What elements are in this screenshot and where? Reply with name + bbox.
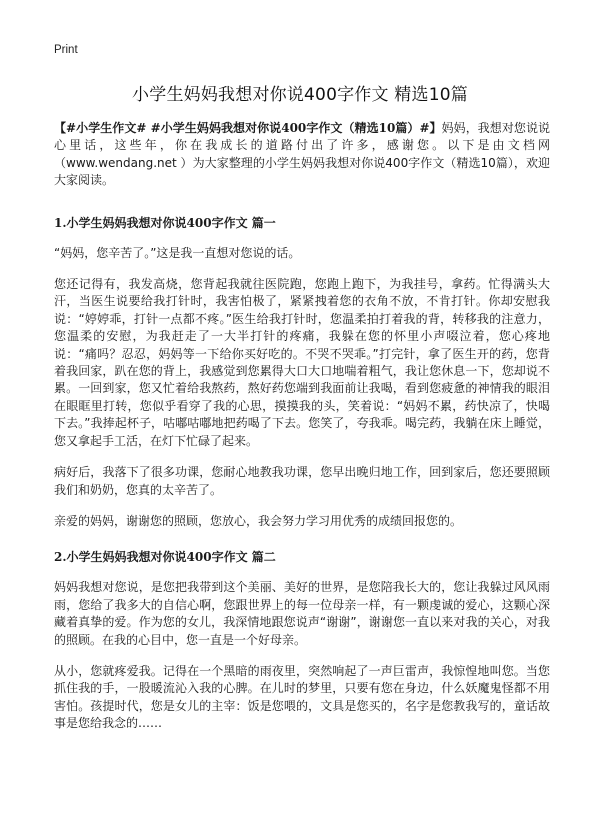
paragraph: 您还记得有，我发高烧，您背起我就往医院跑，您跑上跑下，为我挂号，拿药。忙得满头大汗，当医生说要给我打针时，我害怕极了，紧紧拽着您的衣角不放，不肯打针。你却安慰我说：“婷婷乖，打针一点都不疼。”医生给我打针时，您温柔拍打着我的背，转移我的注意力，您温柔的安慰，为我赶走了一大半打针的疼痛，我躲在您的怀里小声啜泣着，您心疼地说：“痛吗？忍忍，妈妈等一下给你买好吃的。不哭不哭乖。”打完针，拿了医生开的药，您背着我回家，趴在您的背上，我感觉到您累得大口大口地喘着粗气，我让您休息一下，您却说不累。一回到家，您又忙着给我熬药，熬好药您端到我面前让我喝，看到您疲惫的神情我的眼泪在眼眶里打转，您似乎看穿了我的心思，摸摸我的头，笑着说：“妈妈不累，药快凉了，快喝下去。”我捧起杯子，咕嘟咕嘟地把药喝了下去。您笑了，夸我乖。喝完药，我躺在床上睡觉，您又拿起手工活，在灯下忙碌了起来。 (54, 277, 550, 448)
print-link[interactable]: Print (54, 44, 78, 56)
paragraph: 病好后，我落下了很多功课，您耐心地教我功课，您早出晚归地工作，回到家后，您还要照顾我们和奶奶，您真的太辛苦了。 (54, 465, 550, 497)
section-1-heading: 1.小学生妈妈我想对你说400字作文 篇一 (54, 215, 276, 230)
intro-text: 妈妈，我想对您说说心里话，这些年，你在我成长的道路付出了许多，感谢您。以下是由文档网（www.wendang.net ）为大家整理的小学生妈妈我想对你说400字作文（精选10篇），欢迎大家阅读。 (54, 121, 550, 188)
paragraph: 亲爱的妈妈，谢谢您的照顾，您放心，我会努力学习用优秀的成绩回报您的。 (54, 513, 463, 528)
page-title: 小学生妈妈我想对你说400字作文 精选10篇 (132, 85, 468, 105)
paragraph: 从小，您就疼爱我。记得在一个黑暗的雨夜里，突然响起了一声巨雷声，我惊惶地叫您。当您抓住我的手，一股暖流沁入我的心脾。在儿时的梦里，只要有您在身边，什么妖魔鬼怪都不用害怕。孩提时代，您是女儿的主宰：饭是您喂的，文具是您买的，名字是您教我写的，童话故事是您给我念的…… (54, 663, 550, 731)
intro-tags: 【#小学生作文# #小学生妈妈我想对你说400字作文（精选10篇）#】 (54, 121, 442, 135)
article-body (54, 120, 550, 747)
section-2-heading: 2.小学生妈妈我想对你说400字作文 篇二 (54, 550, 276, 565)
intro-paragraph (54, 120, 550, 190)
paragraph: 妈妈我想对您说，是您把我带到这个美丽、美好的世界，是您陪我长大的，您让我躲过风风雨雨，您给了我多大的自信心啊，您跟世界上的每一位母亲一样，有一颗虔诚的爱心，这颗心深藏着真挚的爱。作为您的女儿，我深情地跟您说声“谢谢”，谢谢您一直以来对我的关心，对我的照顾。在我的心目中，您一直是一个好母亲。 (54, 580, 550, 647)
paragraph: “妈妈，您辛苦了。”这是我一直想对您说的话。 (54, 245, 301, 260)
